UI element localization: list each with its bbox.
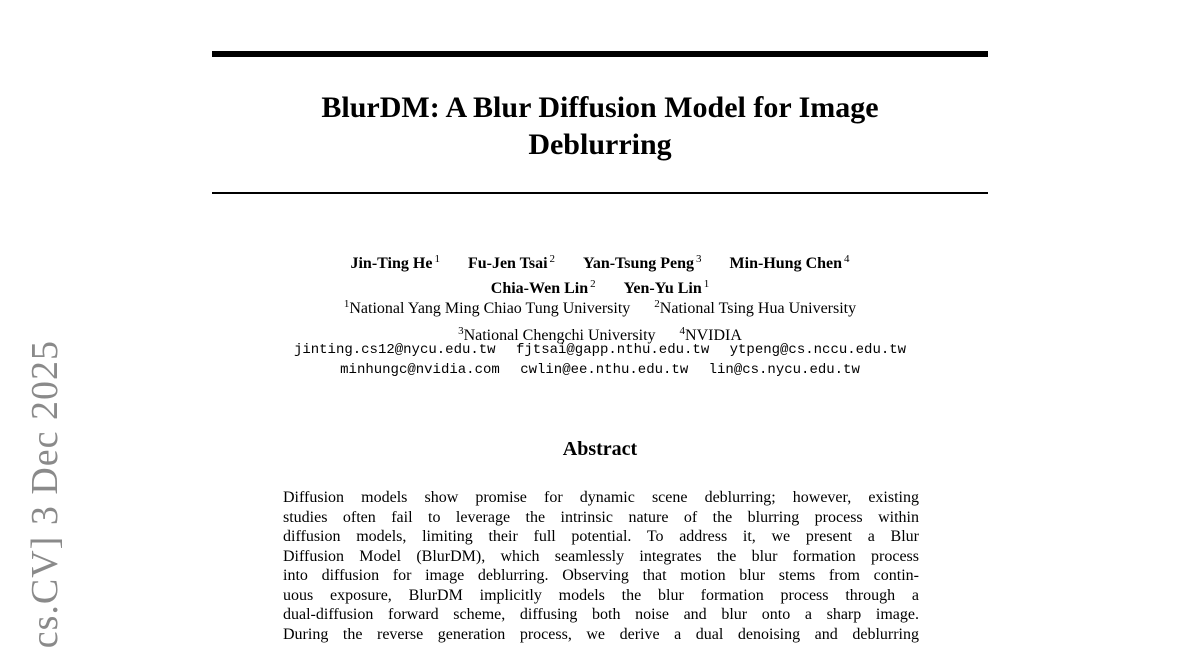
- email-address[interactable]: jinting.cs12@nycu.edu.tw: [293, 342, 496, 358]
- author-affil-marker: 1: [703, 278, 710, 290]
- author-name: Yen-Yu Lin: [623, 280, 702, 297]
- author-name: Min-Hung Chen: [729, 255, 843, 272]
- author-name: Fu-Jen Tsai: [467, 255, 548, 272]
- email-line-2: [200, 360, 1000, 380]
- abstract-line: uous exposure, BlurDM implicitly models the blur formation process through a: [283, 586, 919, 604]
- author: [350, 255, 439, 272]
- author: [583, 255, 702, 272]
- abstract-line: Diffusion models show promise for dynamic scene deblurring; however, existing: [283, 489, 919, 506]
- author: [468, 255, 555, 272]
- abstract-heading: Abstract: [562, 438, 638, 460]
- arxiv-stamp-text: cs.CV] 3 Dec 2025: [24, 340, 66, 648]
- title-line: BlurDM: A Blur Diffusion Model for Image: [321, 91, 879, 124]
- author-affil-marker: 2: [590, 278, 596, 290]
- email-block: [200, 340, 1000, 380]
- affiliation-marker: 3: [458, 325, 464, 337]
- email-address[interactable]: fjtsai@gapp.nthu.edu.tw: [515, 342, 710, 358]
- affiliation-line-1: [212, 293, 988, 320]
- affiliation-name: National Tsing Hua University: [659, 300, 857, 317]
- affiliation-marker: 1: [343, 298, 350, 310]
- author-name: Chia-Wen Lin: [490, 280, 589, 297]
- arxiv-identifier-stamp: [15, 340, 75, 648]
- abstract-line: During the reverse generation process, we derive a dual denoising and deblurring: [283, 625, 919, 643]
- title-bottom-rule: [212, 192, 988, 194]
- paper-title: [212, 89, 988, 163]
- author-line-1: [212, 249, 988, 274]
- affiliation-marker: 4: [679, 325, 686, 337]
- affiliation-marker: 2: [654, 298, 660, 310]
- author-block: [212, 249, 988, 299]
- affiliation-name: National Chengchi University: [463, 327, 656, 344]
- affiliation-block: [212, 293, 988, 347]
- title-top-rule: [212, 51, 988, 57]
- title-line: Deblurring: [528, 128, 672, 161]
- abstract-line: Diffusion Model (BlurDM), which seamlessly integrates the blur formation process: [283, 547, 919, 565]
- email-address[interactable]: minhungc@nvidia.com: [340, 362, 500, 378]
- abstract-line: studies often fail to leverage the intrinsic nature of the blurring process within: [283, 508, 919, 526]
- author-affil-marker: 4: [844, 253, 850, 265]
- email-address[interactable]: lin@cs.nycu.edu.tw: [708, 362, 860, 378]
- abstract-text: [283, 488, 919, 644]
- email-address[interactable]: ytpeng@cs.nccu.edu.tw: [729, 342, 907, 358]
- author: [730, 255, 850, 272]
- author-name: Yan-Tsung Peng: [583, 255, 695, 272]
- author-affil-marker: 2: [549, 253, 556, 265]
- affiliation: [344, 300, 630, 317]
- author-name: Jin-Ting He: [350, 255, 433, 272]
- abstract-line: diffusion models, limiting their full potential. To address it, we present a Blur: [283, 528, 919, 545]
- affiliation-name: National Yang Ming Chiao Tung University: [349, 300, 631, 317]
- email-address[interactable]: cwlin@ee.nthu.edu.tw: [520, 362, 689, 378]
- affiliation: [654, 300, 856, 317]
- author-affil-marker: 1: [434, 253, 440, 265]
- affiliation-name: NVIDIA: [685, 327, 742, 344]
- email-line-1: [200, 340, 1000, 360]
- abstract-line: dual-diffusion forward scheme, diffusing both noise and blur onto a sharp image.: [283, 606, 919, 623]
- author-affil-marker: 3: [696, 253, 702, 265]
- abstract-line: into diffusion for image deblurring. Observing that motion blur stems from contin-: [283, 567, 919, 584]
